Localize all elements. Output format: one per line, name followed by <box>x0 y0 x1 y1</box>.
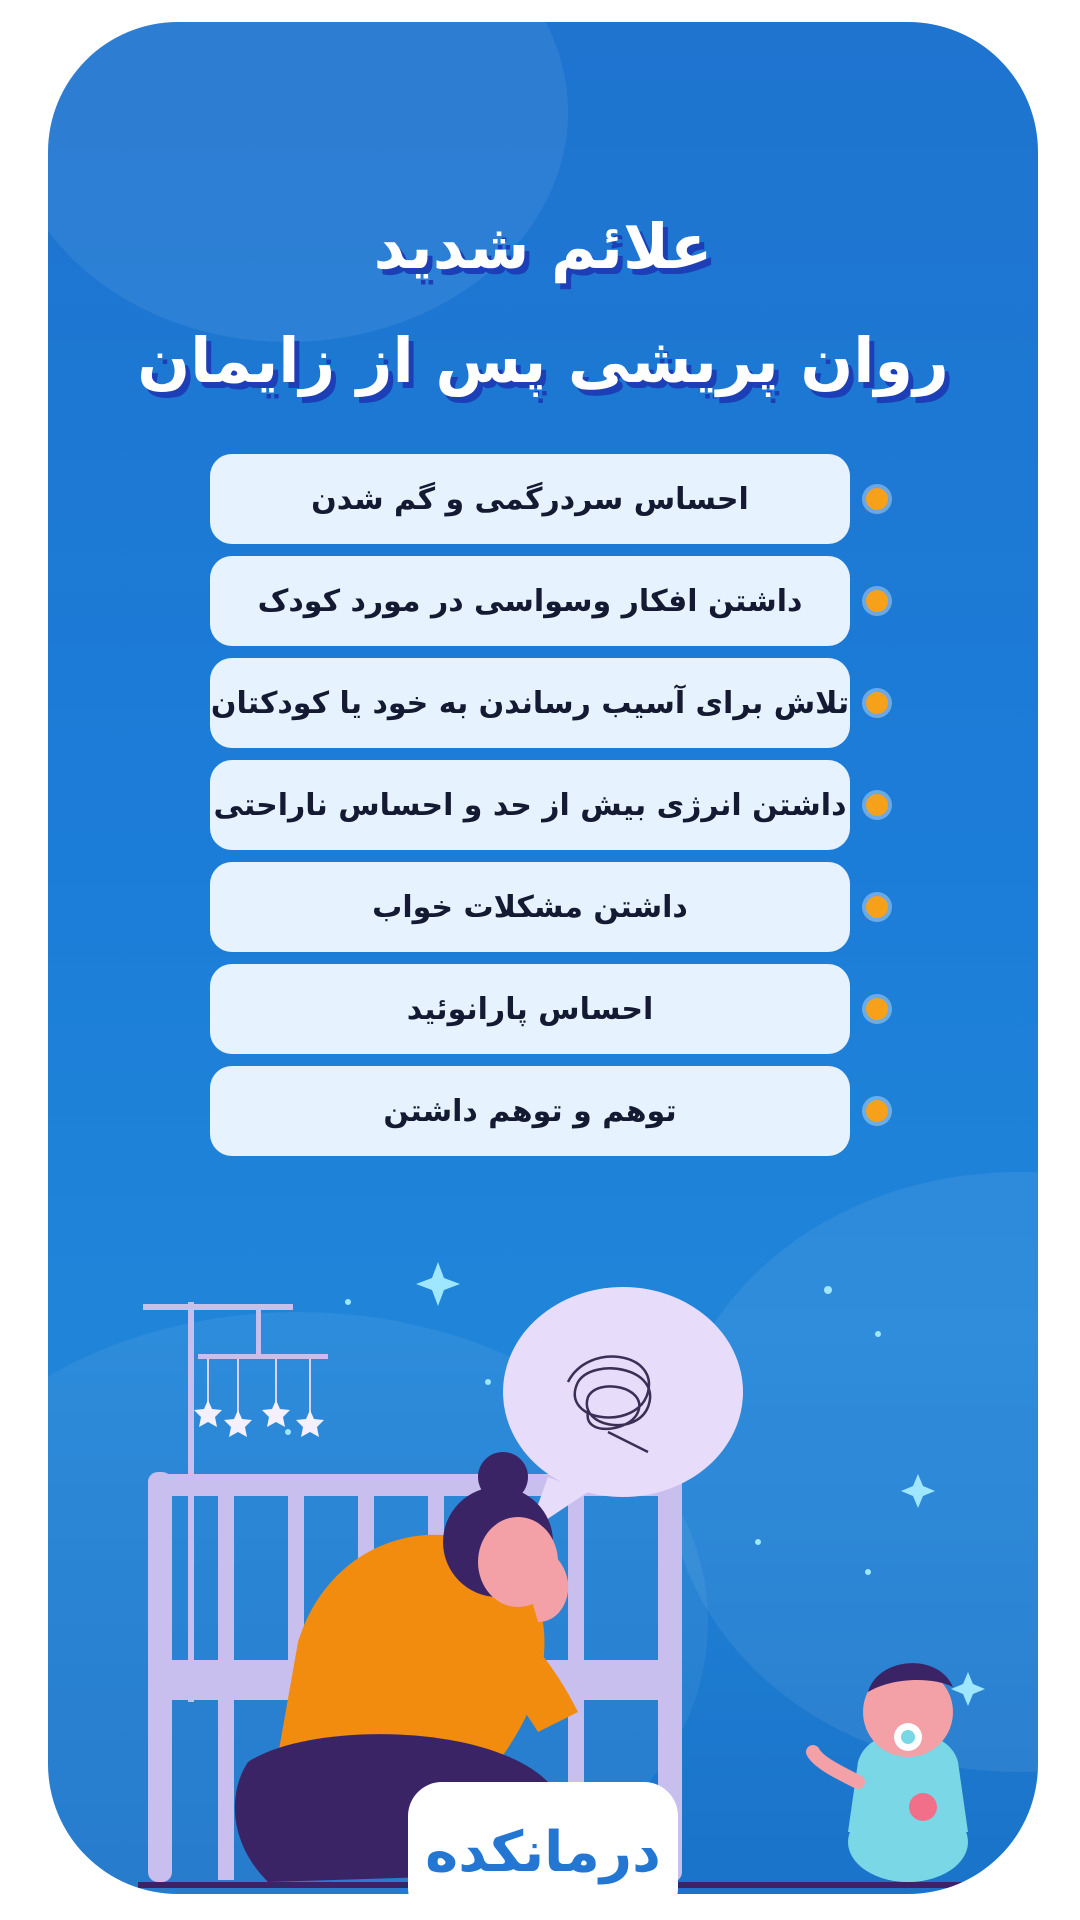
background-blob <box>48 22 568 342</box>
symptom-item: احساس پارانوئید <box>210 964 850 1054</box>
bullet-icon <box>866 794 888 816</box>
bullet-icon <box>866 692 888 714</box>
symptom-item: توهم و توهم داشتن <box>210 1066 850 1156</box>
bullet-icon <box>866 590 888 612</box>
title-line-2: روان پریشی پس از زایمان <box>137 324 949 397</box>
bullet-icon <box>866 896 888 918</box>
infographic-card <box>48 22 1038 1894</box>
bullet-icon <box>866 998 888 1020</box>
symptom-item: داشتن مشکلات خواب <box>210 862 850 952</box>
bullet-icon <box>866 1100 888 1122</box>
symptom-item: احساس سردرگمی و گم شدن <box>210 454 850 544</box>
symptom-item: داشتن افکار وسواسی در مورد کودک <box>210 556 850 646</box>
title-line-1: علائم شدید <box>373 210 713 283</box>
baby-figure <box>813 1663 968 1882</box>
symptom-item: تلاش برای آسیب رساندن به خود یا کودکتان <box>210 658 850 748</box>
brand-logo: درمانکده <box>408 1782 678 1894</box>
symptom-item: داشتن انرژی بیش از حد و احساس ناراحتی <box>210 760 850 850</box>
bullet-icon <box>866 488 888 510</box>
